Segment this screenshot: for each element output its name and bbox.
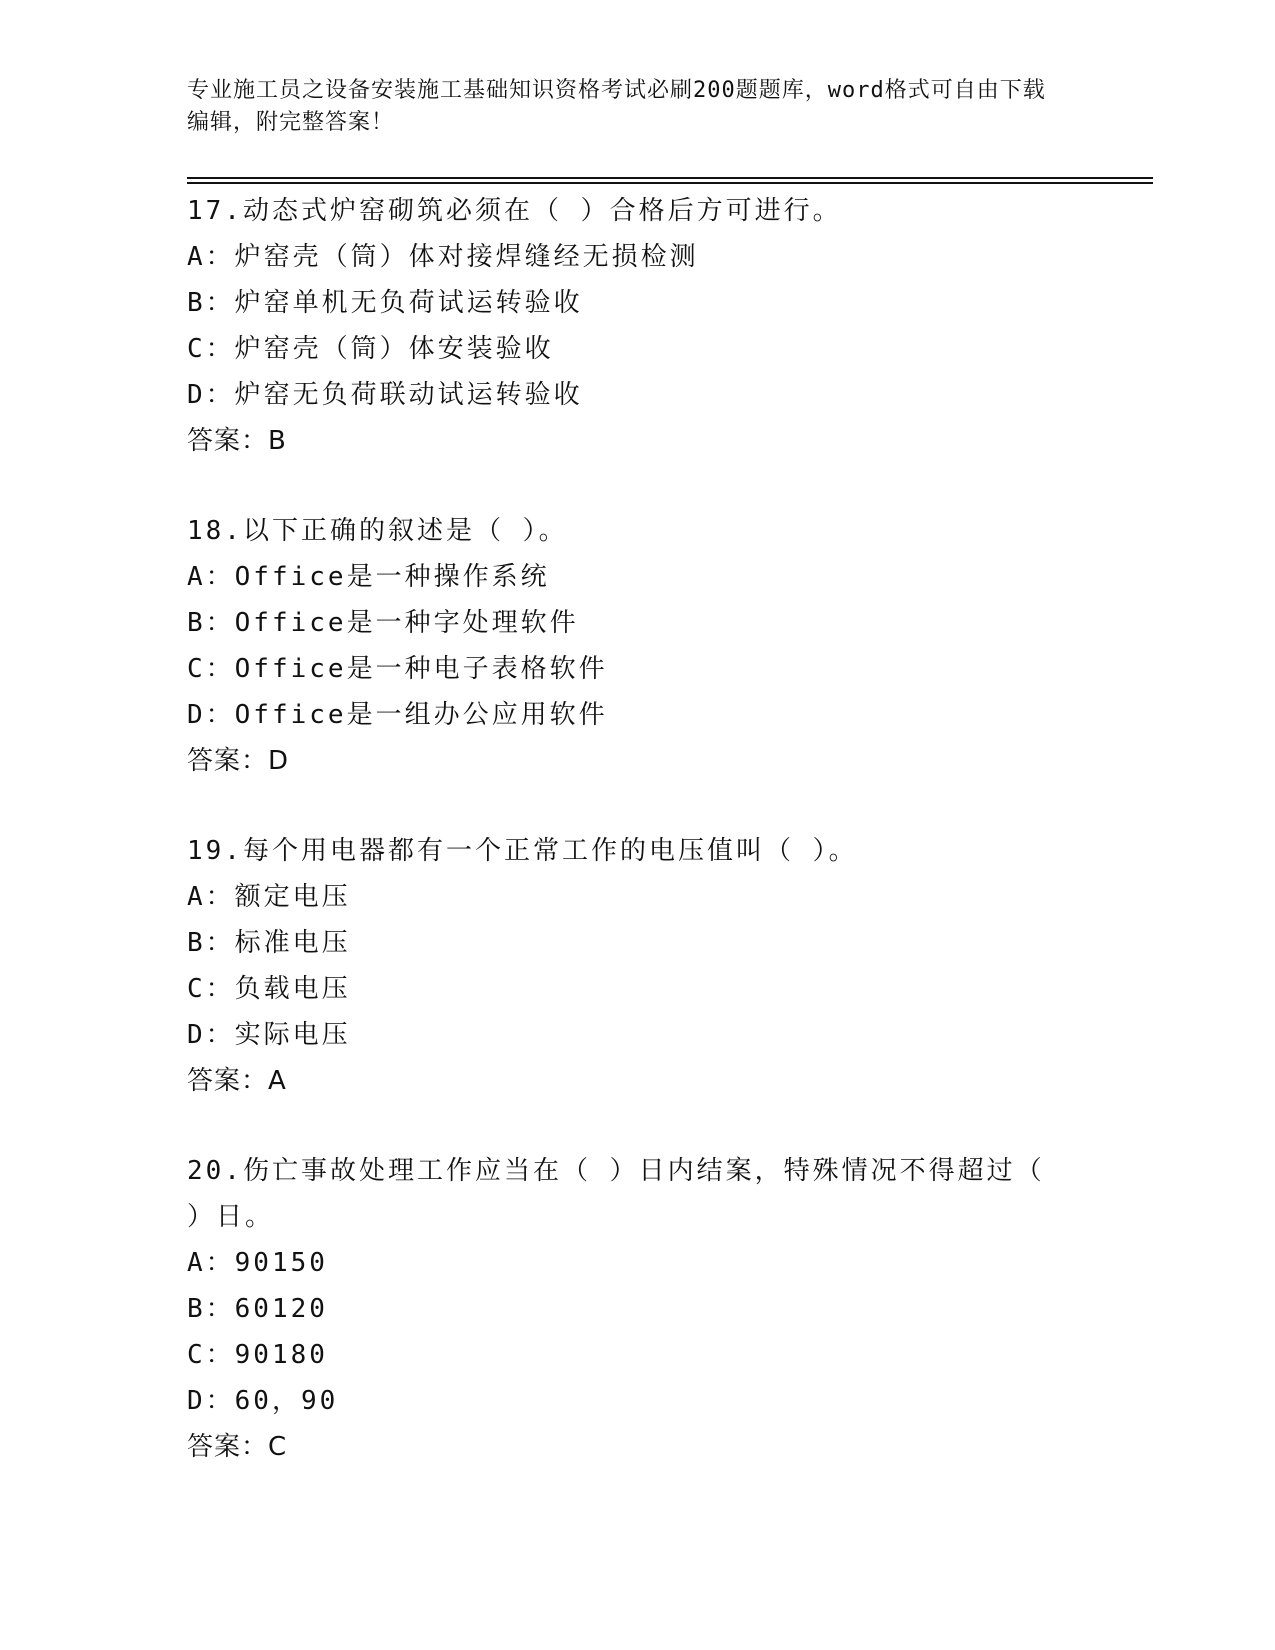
option-b: B：标准电压 <box>187 928 351 958</box>
answer: 答案：C <box>187 1432 288 1462</box>
header-divider-bottom <box>187 182 1153 184</box>
option-d: D：Office是一组办公应用软件 <box>187 700 608 730</box>
question-stem: 17.动态式炉窑砌筑必须在（ ）合格后方可进行。 <box>187 196 842 226</box>
header-divider-top <box>187 177 1153 179</box>
option-a: A：炉窑壳（筒）体对接焊缝经无损检测 <box>187 242 699 272</box>
option-a: A：Office是一种操作系统 <box>187 562 550 592</box>
option-a: A：额定电压 <box>187 882 351 912</box>
question-20 <box>187 1148 1067 1470</box>
question-stem: 19.每个用电器都有一个正常工作的电压值叫（ ）。 <box>187 836 858 866</box>
option-c: C：负载电压 <box>187 974 351 1004</box>
option-d: D：60，90 <box>187 1386 339 1416</box>
answer: 答案：A <box>187 1066 287 1096</box>
answer: 答案：B <box>187 426 287 456</box>
question-18 <box>187 508 1067 784</box>
option-c: C：Office是一种电子表格软件 <box>187 654 608 684</box>
question-stem: 18.以下正确的叙述是（ ）。 <box>187 516 568 546</box>
option-d: D：实际电压 <box>187 1020 351 1050</box>
option-b: B：60120 <box>187 1294 328 1324</box>
option-b: B：Office是一种字处理软件 <box>187 608 579 638</box>
document-header: 专业施工员之设备安装施工基础知识资格考试必刷200题题库，word格式可自由下载编辑，附完整答案！ <box>187 78 1046 135</box>
option-a: A：90150 <box>187 1248 328 1278</box>
option-c: C：90180 <box>187 1340 328 1370</box>
option-b: B：炉窑单机无负荷试运转验收 <box>187 288 583 318</box>
question-19 <box>187 828 1067 1104</box>
option-d: D：炉窑无负荷联动试运转验收 <box>187 380 583 410</box>
question-stem: 20.伤亡事故处理工作应当在（ ）日内结案，特殊情况不得超过（ ）日。 <box>187 1156 1045 1232</box>
question-17 <box>187 188 1067 464</box>
option-c: C：炉窑壳（筒）体安装验收 <box>187 334 554 364</box>
answer: 答案：D <box>187 746 290 776</box>
